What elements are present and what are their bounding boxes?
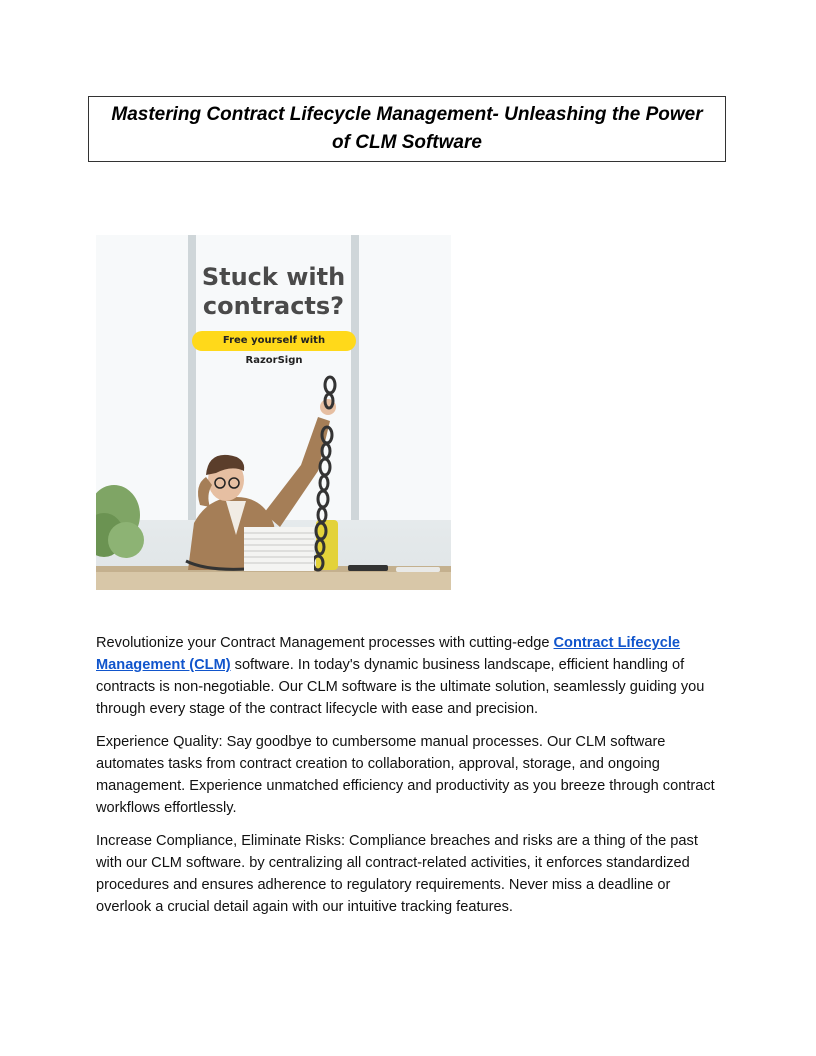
phone [348, 565, 388, 571]
promo-headline-line2: contracts? [202, 292, 345, 320]
body-text [96, 632, 720, 929]
clm-link[interactable]: Contract Lifecycle Management (CLM) [96, 635, 681, 673]
paragraph-intro-before: Revolutionize your Contract Management processes with cutting-edge [96, 635, 554, 651]
promo-headline-line1: Stuck with [201, 263, 346, 291]
page-title: Mastering Contract Lifecycle Management- Unleashing the Power of CLM Software [111, 104, 703, 153]
promo-headline [96, 263, 451, 321]
paragraph-quality: Experience Quality: Say goodbye to cumbersome manual processes. Our CLM software automates tasks from contract creation to collaboration, approval, storage, and ongoing management. Experience unmatched efficiency and productivity as you breeze through contract workflows effortlessly. [96, 734, 715, 816]
desk-item [396, 567, 440, 572]
paragraph-intro-after: software. In today's dynamic business landscape, efficient handling of contracts is non-negotiable. Our CLM software is the ultimate solution, seamlessly guiding you through every stage of the contract lifecycle with ease and precision. [96, 657, 705, 717]
desk [96, 570, 451, 590]
paper-stack [244, 527, 314, 571]
plant [96, 485, 144, 558]
promo-image [96, 235, 451, 590]
title-box [88, 96, 726, 162]
promo-pill: Free yourself with RazorSign [192, 331, 356, 351]
paragraph-compliance: Increase Compliance, Eliminate Risks: Compliance breaches and risks are a thing of the past with our CLM software. by centralizing all contract-related activities, it enforces standardized procedures and ensures adherence to regulatory requirements. Never miss a deadline or overlook a crucial detail again with our intuitive tracking features. [96, 833, 698, 915]
paragraph-intro [96, 632, 720, 720]
